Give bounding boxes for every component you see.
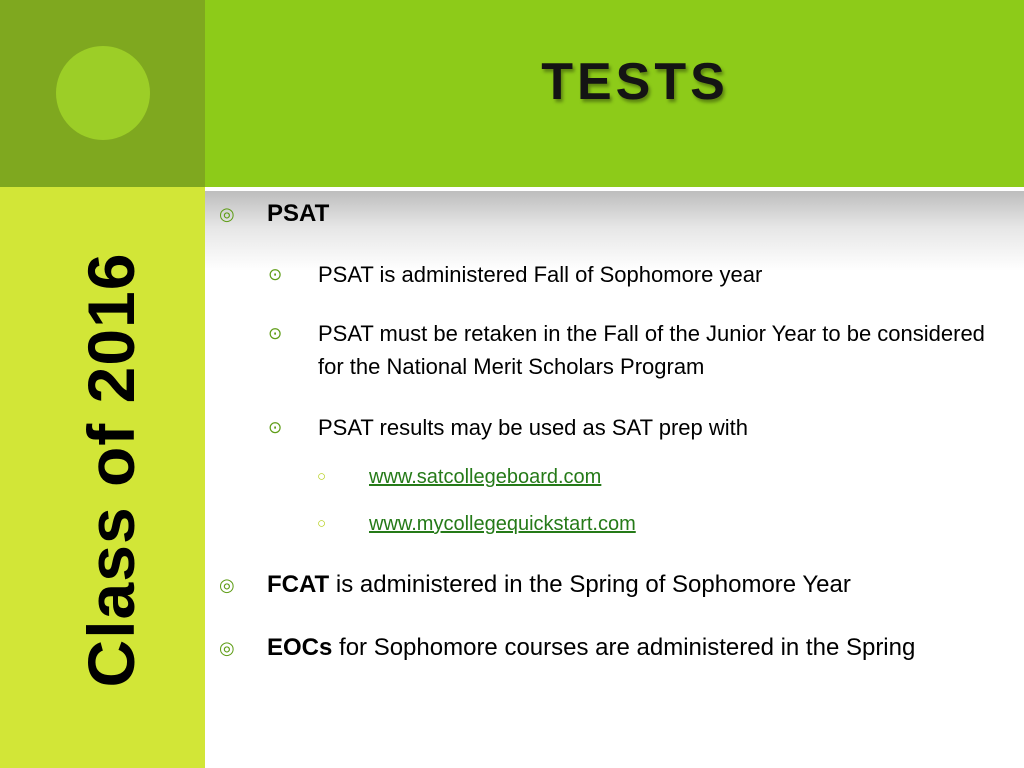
satcollegeboard-link[interactable]: www.satcollegeboard.com — [369, 466, 602, 488]
dot-ring-bullet-icon: ⊙ — [268, 265, 283, 284]
double-ring-bullet-icon: ◎ — [219, 638, 235, 658]
bullet-link-2 — [317, 510, 1009, 538]
dot-ring-bullet-icon: ⊙ — [268, 418, 283, 437]
psat-point-2: PSAT must be retaken in the Fall of the Junior Year to be considered for the National Merit Scholars Program — [318, 321, 985, 379]
bullet-psat-retake — [268, 317, 1008, 383]
fcat-text: is administered in the Spring of Sophomore Year — [329, 571, 851, 598]
psat-point-1: PSAT is administered Fall of Sophomore year — [318, 262, 763, 287]
slide-title: TESTS — [541, 53, 729, 111]
bullet-fcat — [219, 568, 1007, 602]
psat-label: PSAT — [267, 200, 330, 227]
ring-bullet-icon: ○ — [317, 515, 327, 532]
bullet-psat-fall — [268, 258, 1008, 291]
psat-point-3: PSAT results may be used as SAT prep with — [318, 415, 749, 440]
bullet-eocs — [219, 631, 1007, 665]
dot-ring-bullet-icon: ⊙ — [268, 324, 283, 343]
eocs-label: EOCs — [267, 634, 333, 661]
mycollegequickstart-link[interactable]: www.mycollegequickstart.com — [369, 513, 636, 535]
double-ring-bullet-icon: ◎ — [219, 575, 235, 595]
ring-bullet-icon: ○ — [317, 468, 327, 485]
bullet-psat-prep — [268, 411, 1008, 444]
bullet-link-1 — [317, 463, 1009, 491]
side-title: Class of 2016 — [74, 252, 148, 688]
decorative-circle — [56, 46, 150, 140]
bullet-psat — [219, 197, 1007, 231]
eocs-text: for Sophomore courses are administered in the Spring — [332, 634, 916, 661]
double-ring-bullet-icon: ◎ — [219, 204, 235, 224]
fcat-label: FCAT — [267, 571, 330, 598]
